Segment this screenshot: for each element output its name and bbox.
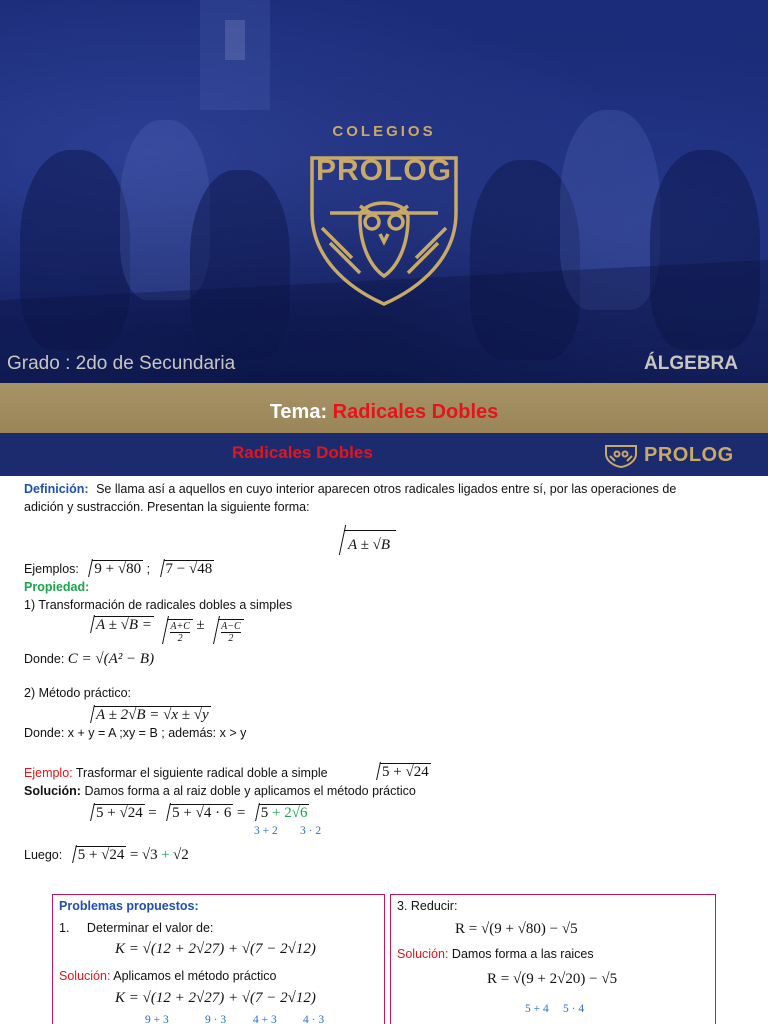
problem-3-solution-formula: R = √(9 + 2√20) − √5 <box>487 971 618 987</box>
problem-1-formula: K = √(12 + 2√27) + √(7 − 2√12) <box>115 941 316 957</box>
topic-value: Radicales Dobles <box>332 401 499 423</box>
problem-1-hint-3: 4 + 3 <box>253 1014 277 1024</box>
property-1-title: 1) Transformación de radicales dobles a simples <box>24 598 293 612</box>
problem-3-hint-1: 5 + 4 <box>525 1003 549 1015</box>
practical-method-formula: A ± 2√B = √x ± √y <box>84 706 211 724</box>
property-1-formula: A ± √B = $\frac{A+C}{2}$ ± $\frac{A-C}{2}$ <box>84 616 244 645</box>
example-radical-2: 7 − √48 <box>154 560 215 578</box>
content-area <box>0 476 768 1024</box>
problem-3-hint-2: 5 · 4 <box>563 1003 585 1015</box>
example-radical: 5 + √24 <box>370 763 431 781</box>
proposed-problems-box <box>52 894 385 1024</box>
example-radical-1: 9 + √80 <box>82 560 143 578</box>
problem-3-box <box>390 894 716 1024</box>
brand-logo <box>604 441 749 469</box>
problem-3-title: 3. Reducir: <box>397 899 458 913</box>
owl-shield-icon <box>604 442 638 468</box>
topic-bar <box>0 383 768 433</box>
problem-1-text: Determinar el valor de: <box>86 921 214 935</box>
where-label-2: Donde: <box>24 726 65 740</box>
definition-text-2: adición y sustracción. Presentan la siguiente forma: <box>24 500 310 514</box>
definition-label: Definición: <box>24 482 89 496</box>
solution-hint-sum: 3 + 2 <box>254 825 278 837</box>
solution-hint-product: 3 · 2 <box>300 825 322 837</box>
problem-1-solution-text: Aplicamos el método práctico <box>113 969 277 983</box>
section-title: Radicales Dobles <box>232 443 373 462</box>
problem-1-hint-4: 4 · 3 <box>303 1014 325 1024</box>
where-label-1: Donde: <box>24 652 65 666</box>
property-2-title: 2) Método práctico: <box>24 686 131 700</box>
where-conditions: x + y = A ;xy = B ; además: x > y <box>67 726 247 740</box>
property-label: Propiedad: <box>24 580 90 594</box>
logo-name-text: PROLOG <box>315 154 453 187</box>
problem-1-hint-1: 9 + 3 <box>145 1014 169 1024</box>
subject-label: ÁLGEBRA <box>644 353 738 374</box>
topic-label: Tema: <box>269 401 328 423</box>
solution-text: Damos forma a al raiz doble y aplicamos el método práctico <box>84 784 416 798</box>
examples-separator: ; <box>146 562 151 576</box>
where-formula-1: C = √(A² − B) <box>67 651 155 667</box>
problem-1-solution-formula: K = √(12 + 2√27) + √(7 − 2√12) <box>115 990 316 1006</box>
example-label: Ejemplo: <box>24 766 73 780</box>
definition-text-1: Se llama así a aquellos en cuyo interior aparecen otros radicales ligados entre sí, por las operaciones de <box>96 482 677 496</box>
grade-label: Grado : 2do de Secundaria <box>7 353 236 374</box>
hero-banner <box>0 0 768 383</box>
problem-3-solution-text: Damos forma a las raices <box>451 947 594 961</box>
problem-1-number: 1. <box>59 921 70 935</box>
section-header <box>0 433 768 476</box>
result-line: Luego: 5 + √24 = √3 + √2 <box>24 847 189 863</box>
general-form-radical: A ± √B <box>334 526 396 556</box>
problem-3-solution-label: Solución: <box>397 947 449 961</box>
logo-top-text: COLEGIOS <box>332 123 436 140</box>
examples-label: Ejemplos: <box>24 562 79 576</box>
solution-label: Solución: <box>24 784 81 798</box>
solution-formula: 5 + √24 = 5 + √4 · 6 = 5 + 2√6 <box>84 804 309 822</box>
problem-3-formula: R = √(9 + √80) − √5 <box>455 921 578 937</box>
prolog-shield-logo-icon <box>300 118 468 308</box>
problem-1-solution-label: Solución: <box>59 969 111 983</box>
problem-1-hint-2: 9 · 3 <box>205 1014 227 1024</box>
brand-text: PROLOG <box>644 444 734 466</box>
proposed-problems-title: Problemas propuestos: <box>59 899 199 913</box>
example-text: Trasformar el siguiente radical doble a simple <box>75 766 328 780</box>
